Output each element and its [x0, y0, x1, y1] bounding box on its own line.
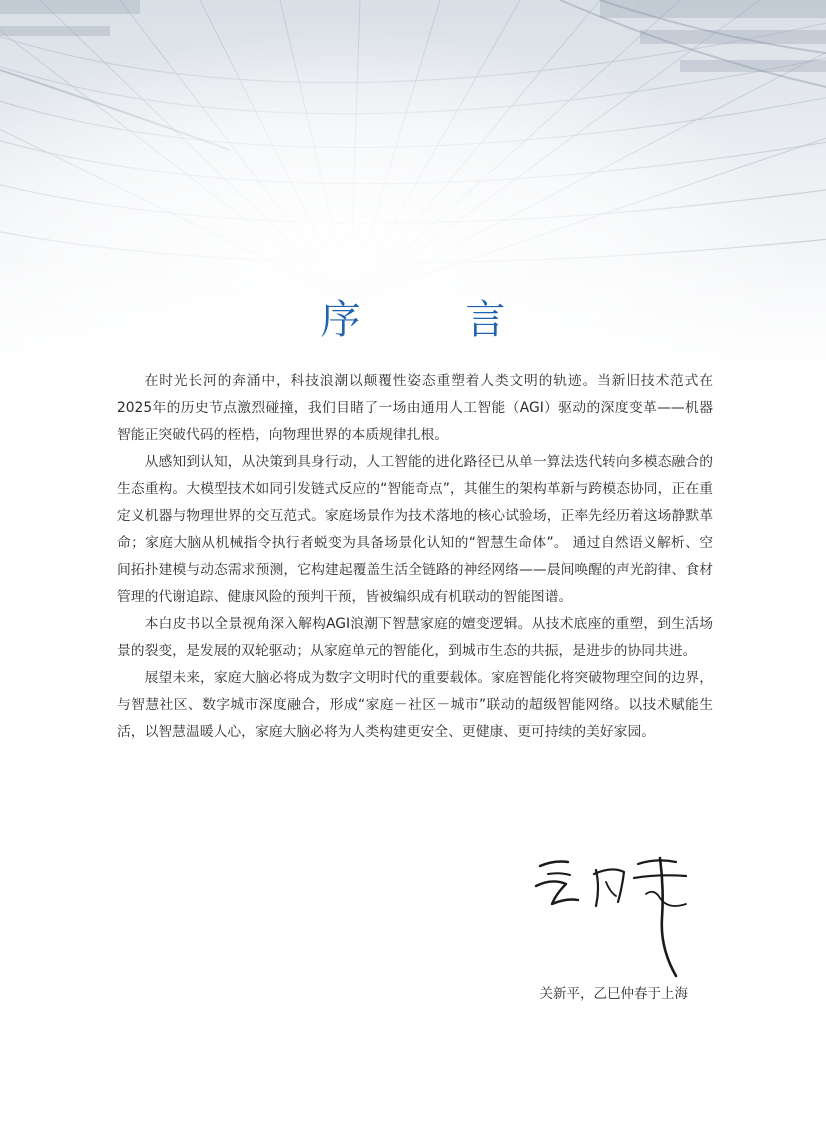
handwritten-signature — [526, 848, 716, 983]
preface-body — [117, 368, 713, 746]
signature-caption: 关新平，乙巳仲春于上海 — [539, 986, 688, 1002]
paragraph: 展望未来，家庭大脑必将成为数字文明时代的重要载体。家庭智能化将突破物理空间的边界，与智慧社区、数字城市深度融合，形成“家庭－社区－城市”联动的超级智能网络。以技术赋能生活，以智慧温暖人心，家庭大脑必将为人类构建更安全、更健康、更可持续的美好家园。 — [117, 670, 713, 740]
paragraph: 本白皮书以全景视角深入解构AGI浪潮下智慧家庭的嬗变逻辑。从技术底座的重塑，到生活场景的裂变，是发展的双轮驱动；从家庭单元的智能化，到城市生态的共振，是进步的协同共进。 — [117, 616, 713, 659]
page-title: 序 言 — [320, 297, 552, 343]
paragraph: 从感知到认知，从决策到具身行动，人工智能的进化路径已从单一算法迭代转向多模态融合的生态重构。大模型技术如同引发链式反应的“智能奇点”，其催生的架构革新与跨模态协同，正在重定义机器与物理世界的交互范式。家庭场景作为技术落地的核心试验场，正率先经历着这场静默革命；家庭大脑从机械指令执行者蜕变为具备场景化认知的“智慧生命体”。 通过自然语义解析、空间拓扑建模与动态需求预测，它构建起覆盖生活全链路的神经网络——晨间唤醒的声光韵律、食材管理的代谢追踪、健康风险的预判干预，皆被编织成有机联动的智能图谱。 — [117, 454, 713, 605]
architecture-background — [0, 0, 826, 420]
paragraph: 在时光长河的奔涌中，科技浪潮以颠覆性姿态重塑着人类文明的轨迹。当新旧技术范式在2025年的历史节点激烈碰撞，我们目睹了一场由通用人工智能（AGI）驱动的深度变革——机器智能正突破代码的桎梏，向物理世界的本质规律扎根。 — [117, 373, 713, 443]
